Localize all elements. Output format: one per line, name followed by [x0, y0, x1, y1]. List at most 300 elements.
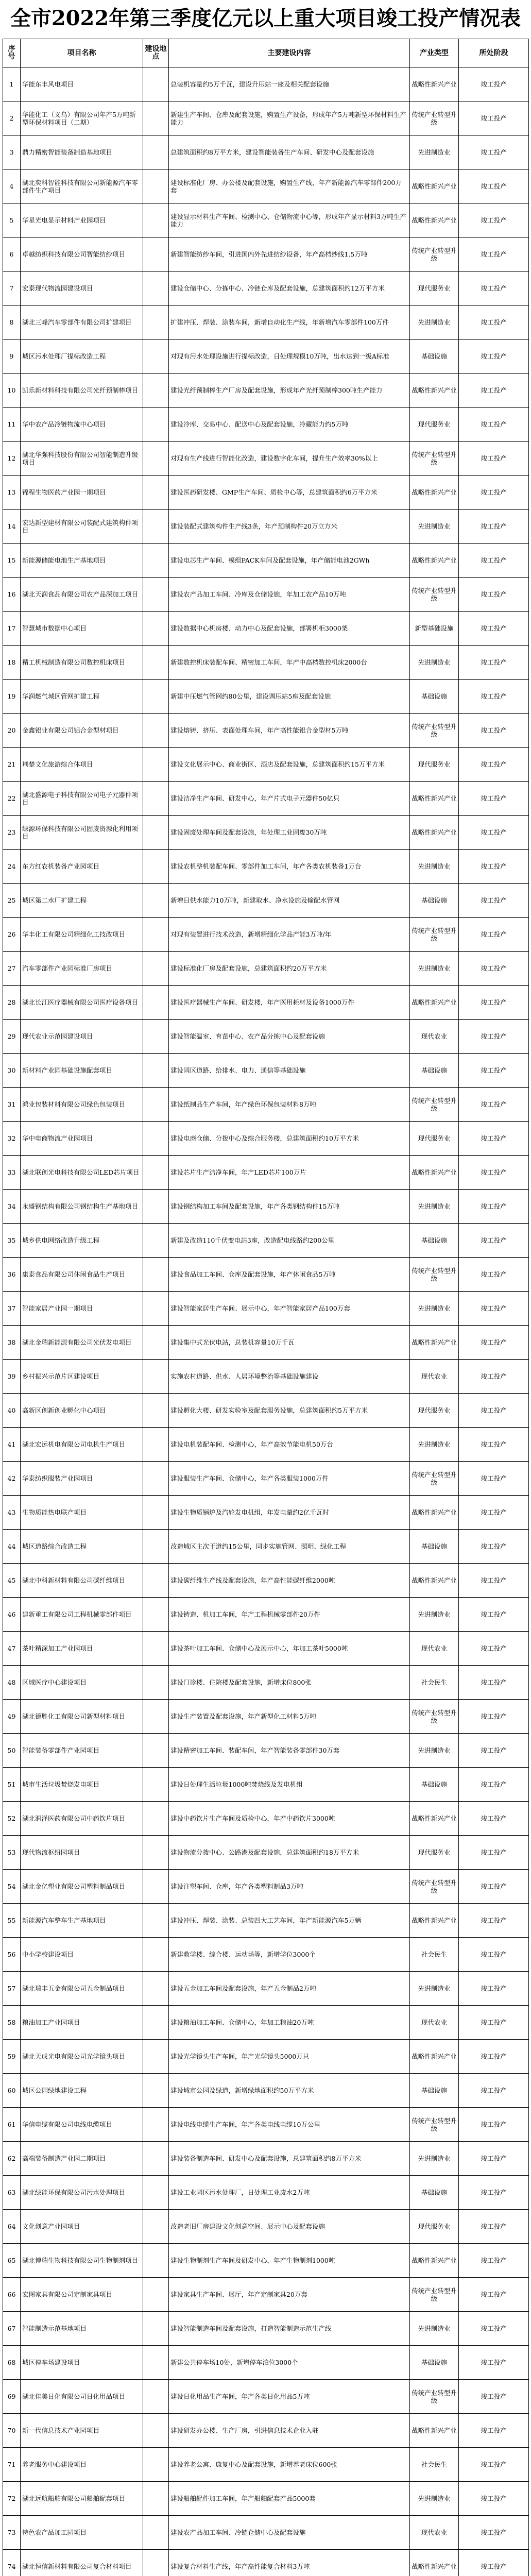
project-stage: 竣工投产	[459, 2176, 529, 2210]
table-row	[3, 1564, 529, 1598]
project-table	[3, 39, 529, 2576]
project-location	[143, 884, 169, 918]
project-stage: 竣工投产	[459, 850, 529, 884]
project-name: 汽车零部件产业园标准厂房项目	[21, 952, 143, 986]
project-content: 新增日供水能力10万吨，新建取水、净水设施及输配水管网	[169, 884, 410, 918]
project-location	[143, 646, 169, 680]
project-content: 建设家具生产车间、展厅，年产定制家具20万套	[169, 2278, 410, 2312]
project-content: 建设显示材料生产车间、检测中心、仓储物流中心等，形成年产显示材料3万吨生产能力	[169, 204, 410, 238]
project-name: 华泰纺织服装产业园项目	[21, 1462, 143, 1496]
table-row	[3, 1156, 529, 1190]
project-location	[143, 2448, 169, 2482]
project-name: 新材料产业园基础设施配套项目	[21, 1054, 143, 1088]
row-number: 45	[3, 1564, 21, 1598]
project-location	[143, 238, 169, 272]
project-location	[143, 510, 169, 544]
project-name: 现代农业示范园建设项目	[21, 1020, 143, 1054]
project-location	[143, 1530, 169, 1564]
project-location	[143, 1836, 169, 1870]
project-stage: 竣工投产	[459, 1938, 529, 1972]
project-stage: 竣工投产	[459, 1666, 529, 1700]
table-row	[3, 1530, 529, 1564]
project-name: 湖北绿能环保有限公司污水处理项目	[21, 2176, 143, 2210]
project-stage: 竣工投产	[459, 1292, 529, 1326]
row-number: 12	[3, 442, 21, 476]
industry-type: 传统产业转型升级	[410, 2380, 459, 2414]
project-content: 建设文化展示中心、商业街区、酒店及配套设施，总建筑面积约15万平方米	[169, 748, 410, 782]
project-content: 建设生物质锅炉及汽轮发电机组，年发电量约2亿千瓦时	[169, 1496, 410, 1530]
row-number: 9	[3, 340, 21, 374]
project-location	[143, 2346, 169, 2380]
row-number: 42	[3, 1462, 21, 1496]
project-name: 卓越纺织科技有限公司智能纺纱项目	[21, 238, 143, 272]
industry-type: 新型基础设施	[410, 612, 459, 646]
project-content: 对现有生产线进行智能化改造，建设数字化车间，提升生产效率30%以上	[169, 442, 410, 476]
industry-type: 战略性新兴产业	[410, 782, 459, 816]
project-content: 建设洁净生产车间、研发中心，年产片式电子元器件50亿只	[169, 782, 410, 816]
project-stage: 竣工投产	[459, 1598, 529, 1632]
project-location	[143, 1428, 169, 1462]
industry-type: 传统产业转型升级	[410, 101, 459, 135]
row-number: 4	[3, 170, 21, 204]
project-location	[143, 2142, 169, 2176]
project-stage: 竣工投产	[459, 986, 529, 1020]
industry-type: 先进制造业	[410, 2142, 459, 2176]
table-row	[3, 578, 529, 612]
project-location	[143, 544, 169, 578]
project-content: 改造城区主次干道约15公里，同步实施管网、照明、绿化工程	[169, 1530, 410, 1564]
project-name: 湖北博瑞生物科技有限公司生物制剂项目	[21, 2244, 143, 2278]
project-content: 建设复合材料生产线，年产高性能复合材料3万吨	[169, 2550, 410, 2576]
project-content: 建设装配式建筑构件生产线3条，年产预制构件20万立方米	[169, 510, 410, 544]
project-content: 建设电芯生产车间、模组PACK车间及配套设施，年产储能电池2GWh	[169, 544, 410, 578]
table-row	[3, 1020, 529, 1054]
industry-type: 现代农业	[410, 2006, 459, 2040]
industry-type: 传统产业转型升级	[410, 1088, 459, 1122]
project-name: 精工机械制造有限公司数控机床项目	[21, 646, 143, 680]
project-stage: 竣工投产	[459, 1802, 529, 1836]
project-stage: 竣工投产	[459, 2074, 529, 2108]
industry-type: 社会民生	[410, 1938, 459, 1972]
table-row	[3, 2074, 529, 2108]
industry-type: 战略性新兴产业	[410, 544, 459, 578]
industry-type: 先进制造业	[410, 1428, 459, 1462]
project-name: 湖北润泽医药有限公司中药饮片项目	[21, 1802, 143, 1836]
project-stage: 竣工投产	[459, 476, 529, 510]
industry-type: 现代服务业	[410, 408, 459, 442]
project-name: 湖北天成光电有限公司光学镜头项目	[21, 2040, 143, 2074]
project-stage: 竣工投产	[459, 1496, 529, 1530]
table-row	[3, 1190, 529, 1224]
project-location	[143, 1326, 169, 1360]
row-number: 39	[3, 1360, 21, 1394]
project-name: 湖北瑞丰五金有限公司五金制品项目	[21, 1972, 143, 2006]
project-stage: 竣工投产	[459, 170, 529, 204]
project-stage: 竣工投产	[459, 442, 529, 476]
row-number: 61	[3, 2108, 21, 2142]
project-location	[143, 306, 169, 340]
project-name: 湖北联创光电科技有限公司LED芯片项目	[21, 1156, 143, 1190]
table-row	[3, 680, 529, 714]
project-stage: 竣工投产	[459, 1972, 529, 2006]
industry-type: 先进制造业	[410, 1972, 459, 2006]
row-number: 18	[3, 646, 21, 680]
project-name: 现代物流枢纽园项目	[21, 1836, 143, 1870]
project-stage: 竣工投产	[459, 2516, 529, 2550]
row-number: 64	[3, 2210, 21, 2244]
industry-type: 传统产业转型升级	[410, 1258, 459, 1292]
project-content: 建设服装生产车间、仓储中心，年产各类服装1000万件	[169, 1462, 410, 1496]
project-name: 鼎力精密智能装备制造基地项目	[21, 135, 143, 170]
project-name: 绿源环保科技有限公司固废资源化利用项目	[21, 816, 143, 850]
table-row	[3, 1700, 529, 1734]
row-number: 6	[3, 238, 21, 272]
document-title: 全市2022年第三季度亿元以上重大项目竣工投产情况表	[10, 6, 521, 30]
project-content: 新建中压燃气管网约80公里，建设调压站5座及配套设施	[169, 680, 410, 714]
industry-type: 现代农业	[410, 1360, 459, 1394]
project-content: 建设中药饮片生产车间及质检中心，年产中药饮片3000吨	[169, 1802, 410, 1836]
row-number: 41	[3, 1428, 21, 1462]
project-content: 建设工业园区污水处理厂，日处理工业废水2万吨	[169, 2176, 410, 2210]
industry-type: 战略性新兴产业	[410, 1564, 459, 1598]
table-row	[3, 2346, 529, 2380]
table-row	[3, 1904, 529, 1938]
project-location	[143, 67, 169, 101]
table-row	[3, 101, 529, 135]
row-number: 51	[3, 1768, 21, 1802]
table-row	[3, 1632, 529, 1666]
row-number: 30	[3, 1054, 21, 1088]
table-row	[3, 1598, 529, 1632]
industry-type: 战略性新兴产业	[410, 1326, 459, 1360]
project-stage: 竣工投产	[459, 884, 529, 918]
project-content: 建设铸造、机加工车间，年产工程机械零部件20万件	[169, 1598, 410, 1632]
project-stage: 竣工投产	[459, 646, 529, 680]
industry-type: 先进制造业	[410, 850, 459, 884]
project-name: 湖北金亿塑业有限公司塑料制品项目	[21, 1870, 143, 1904]
project-location	[143, 986, 169, 1020]
industry-type: 战略性新兴产业	[410, 2550, 459, 2576]
project-content: 建设光学镜头生产车间，年产光学镜头5000万只	[169, 2040, 410, 2074]
industry-type: 传统产业转型升级	[410, 2278, 459, 2312]
project-name: 湖北华强科技股份有限公司智能制造升级项目	[21, 442, 143, 476]
table-row	[3, 2176, 529, 2210]
table-row	[3, 2142, 529, 2176]
row-number: 23	[3, 816, 21, 850]
industry-type: 基础设施	[410, 340, 459, 374]
project-content: 新建教学楼、综合楼、运动场等，新增学位3000个	[169, 1938, 410, 1972]
project-stage: 竣工投产	[459, 1734, 529, 1768]
row-number: 40	[3, 1394, 21, 1428]
row-number: 17	[3, 612, 21, 646]
project-location	[143, 2006, 169, 2040]
project-location	[143, 2380, 169, 2414]
project-name: 新一代信息技术产业园项目	[21, 2414, 143, 2448]
project-stage: 竣工投产	[459, 2482, 529, 2516]
row-number: 31	[3, 1088, 21, 1122]
table-row	[3, 135, 529, 170]
project-stage: 竣工投产	[459, 510, 529, 544]
industry-type: 传统产业转型升级	[410, 578, 459, 612]
industry-type: 先进制造业	[410, 1292, 459, 1326]
project-name: 城区公园绿地建设工程	[21, 2074, 143, 2108]
industry-type: 基础设施	[410, 1054, 459, 1088]
project-content: 改造老旧厂房建设文化创意空间、展示中心及配套设施	[169, 2210, 410, 2244]
table-row	[3, 1496, 529, 1530]
project-stage: 竣工投产	[459, 918, 529, 952]
project-stage: 竣工投产	[459, 135, 529, 170]
project-location	[143, 135, 169, 170]
project-content: 建设数据中心机房楼、动力中心及配套设施，部署机柜3000架	[169, 612, 410, 646]
row-number: 1	[3, 67, 21, 101]
table-row	[3, 2312, 529, 2346]
table-row	[3, 1972, 529, 2006]
industry-type: 战略性新兴产业	[410, 2244, 459, 2278]
project-location	[143, 2312, 169, 2346]
industry-type: 传统产业转型升级	[410, 1870, 459, 1904]
row-number: 27	[3, 952, 21, 986]
project-location	[143, 2108, 169, 2142]
table-row	[3, 476, 529, 510]
project-name: 湖北金瑞新能源有限公司光伏发电项目	[21, 1326, 143, 1360]
project-location	[143, 2210, 169, 2244]
project-name: 康泰食品有限公司休闲食品生产项目	[21, 1258, 143, 1292]
table-row	[3, 306, 529, 340]
table-row	[3, 272, 529, 306]
project-location	[143, 782, 169, 816]
project-content: 新建数控机床装配车间、精密加工车间，年产中高档数控机床2000台	[169, 646, 410, 680]
project-name: 华中农产品冷链物流中心项目	[21, 408, 143, 442]
row-number: 69	[3, 2380, 21, 2414]
project-stage: 竣工投产	[459, 1020, 529, 1054]
project-location	[143, 204, 169, 238]
industry-type: 传统产业转型升级	[410, 714, 459, 748]
row-number: 10	[3, 374, 21, 408]
project-name: 湖北德胜化工有限公司新型材料项目	[21, 1700, 143, 1734]
row-number: 2	[3, 101, 21, 135]
row-number: 5	[3, 204, 21, 238]
table-row	[3, 238, 529, 272]
row-number: 54	[3, 1870, 21, 1904]
project-stage: 竣工投产	[459, 1870, 529, 1904]
project-stage: 竣工投产	[459, 272, 529, 306]
industry-type: 基础设施	[410, 1530, 459, 1564]
project-content: 新建公共停车场10处，新增停车泊位3000个	[169, 2346, 410, 2380]
industry-type: 战略性新兴产业	[410, 1156, 459, 1190]
project-location	[143, 1190, 169, 1224]
table-row	[3, 544, 529, 578]
header-stage: 所处阶段	[459, 39, 529, 67]
project-stage: 竣工投产	[459, 2006, 529, 2040]
project-location	[143, 272, 169, 306]
table-row	[3, 408, 529, 442]
project-content: 建设医疗器械生产车间、研发楼，年产医用耗材及设备1000万件	[169, 986, 410, 1020]
row-number: 62	[3, 2142, 21, 2176]
project-stage: 竣工投产	[459, 374, 529, 408]
industry-type: 战略性新兴产业	[410, 2414, 459, 2448]
project-stage: 竣工投产	[459, 238, 529, 272]
project-name: 区域医疗中心建设项目	[21, 1666, 143, 1700]
project-name: 华润燃气城区管网扩建工程	[21, 680, 143, 714]
table-row	[3, 1462, 529, 1496]
project-stage: 竣工投产	[459, 2142, 529, 2176]
project-location	[143, 2550, 169, 2576]
project-stage: 竣工投产	[459, 1054, 529, 1088]
project-location	[143, 748, 169, 782]
project-location	[143, 1156, 169, 1190]
project-content: 建设生产装置及配套设施，年产新型化工材料5万吨	[169, 1700, 410, 1734]
project-content: 建设电线电缆生产车间，年产各类电线电缆10万公里	[169, 2108, 410, 2142]
project-content: 总装机容量约5万千瓦，建设升压站一座及相关配套设施	[169, 67, 410, 101]
project-name: 智慧城市数据中心项目	[21, 612, 143, 646]
project-stage: 竣工投产	[459, 2550, 529, 2576]
project-content: 建设物流分拨中心、公路港及配套设施，总建筑面积约18万平方米	[169, 1836, 410, 1870]
project-stage: 竣工投产	[459, 1564, 529, 1598]
table-row	[3, 170, 529, 204]
project-stage: 竣工投产	[459, 544, 529, 578]
project-content: 建设研发办公楼、生产厂房，引进信息技术企业入驻	[169, 2414, 410, 2448]
project-location	[143, 1088, 169, 1122]
industry-type: 现代农业	[410, 2516, 459, 2550]
project-stage: 竣工投产	[459, 1428, 529, 1462]
project-location	[143, 2278, 169, 2312]
project-name: 凯乐新材料科技有限公司光纤预制棒项目	[21, 374, 143, 408]
project-location	[143, 1020, 169, 1054]
industry-type: 先进制造业	[410, 1598, 459, 1632]
project-stage: 竣工投产	[459, 1258, 529, 1292]
table-row	[3, 1394, 529, 1428]
project-content: 建设茶叶加工车间、仓储中心及展示中心，年加工茶叶5000吨	[169, 1632, 410, 1666]
industry-type: 先进制造业	[410, 2482, 459, 2516]
project-content: 建设日处理生活垃圾1000吨焚烧线及发电机组	[169, 1768, 410, 1802]
industry-type: 先进制造业	[410, 510, 459, 544]
table-row	[3, 2108, 529, 2142]
project-location	[143, 2040, 169, 2074]
project-name: 湖北长江医疗器械有限公司医疗设备项目	[21, 986, 143, 1020]
project-name: 东方红农机装备产业园项目	[21, 850, 143, 884]
row-number: 19	[3, 680, 21, 714]
row-number: 44	[3, 1530, 21, 1564]
project-stage: 竣工投产	[459, 816, 529, 850]
project-stage: 竣工投产	[459, 1156, 529, 1190]
project-name: 华星光电显示材料产业园项目	[21, 204, 143, 238]
industry-type: 现代服务业	[410, 2210, 459, 2244]
industry-type: 战略性新兴产业	[410, 374, 459, 408]
project-name: 湖北佳美日化有限公司日化用品项目	[21, 2380, 143, 2414]
project-content: 总建筑面积约8万平方米，建设智能装备生产车间、研发中心及配套设施	[169, 135, 410, 170]
row-number: 24	[3, 850, 21, 884]
table-row	[3, 2414, 529, 2448]
table-row	[3, 1088, 529, 1122]
project-name: 湖北远航船舶有限公司船舶配套项目	[21, 2482, 143, 2516]
table-row	[3, 1292, 529, 1326]
row-number: 8	[3, 306, 21, 340]
project-name: 宏图家具有限公司定制家具项目	[21, 2278, 143, 2312]
project-content: 建设熔铸、挤压、表面处理车间，年产高性能铝合金型材5万吨	[169, 714, 410, 748]
row-number: 22	[3, 782, 21, 816]
project-location	[143, 612, 169, 646]
industry-type: 基础设施	[410, 1768, 459, 1802]
table-body	[3, 67, 529, 2576]
table-row	[3, 2550, 529, 2576]
row-number: 43	[3, 1496, 21, 1530]
row-number: 34	[3, 1190, 21, 1224]
row-number: 58	[3, 2006, 21, 2040]
row-number: 55	[3, 1904, 21, 1938]
industry-type: 基础设施	[410, 1224, 459, 1258]
industry-type: 战略性新兴产业	[410, 67, 459, 101]
table-row	[3, 1802, 529, 1836]
project-name: 宏达新型建材有限公司装配式建筑构件项目	[21, 510, 143, 544]
industry-type: 战略性新兴产业	[410, 1904, 459, 1938]
industry-type: 基础设施	[410, 2346, 459, 2380]
table-row	[3, 986, 529, 1020]
project-content: 建设标准化厂房、办公楼及配套设施，购置生产线，年产新能源汽车零部件200万套	[169, 170, 410, 204]
header-type: 产业类型	[410, 39, 459, 67]
project-stage: 竣工投产	[459, 1360, 529, 1394]
project-location	[143, 170, 169, 204]
project-stage: 竣工投产	[459, 67, 529, 101]
project-name: 华中电商物流产业园项目	[21, 1122, 143, 1156]
table-row	[3, 884, 529, 918]
project-name: 华能化工（义乌）有限公司年产5万吨新型环保材料项目（二期）	[21, 101, 143, 135]
project-content: 建设智能制造车间及配套设施，打造智能制造示范生产线	[169, 2312, 410, 2346]
project-location	[143, 1360, 169, 1394]
project-content: 建设船舶配件加工车间，年产船舶配套产品5000套	[169, 2482, 410, 2516]
table-row	[3, 850, 529, 884]
row-number: 70	[3, 2414, 21, 2448]
industry-type: 先进制造业	[410, 2312, 459, 2346]
industry-type: 战略性新兴产业	[410, 204, 459, 238]
industry-type: 基础设施	[410, 884, 459, 918]
row-number: 74	[3, 2550, 21, 2576]
industry-type: 现代服务业	[410, 1122, 459, 1156]
project-name: 荆楚文化旅游综合体项目	[21, 748, 143, 782]
project-stage: 竣工投产	[459, 2108, 529, 2142]
table-row	[3, 1734, 529, 1768]
project-stage: 竣工投产	[459, 2312, 529, 2346]
row-number: 46	[3, 1598, 21, 1632]
project-name: 鸿业包装材料有限公司绿色包装项目	[21, 1088, 143, 1122]
industry-type: 先进制造业	[410, 135, 459, 170]
table-row	[3, 782, 529, 816]
project-name: 粮油加工产业园项目	[21, 2006, 143, 2040]
project-content: 建设集中式光伏电站，总装机容量10万千瓦	[169, 1326, 410, 1360]
row-number: 32	[3, 1122, 21, 1156]
project-name: 华信电缆有限公司电线电缆项目	[21, 2108, 143, 2142]
project-name: 湖北中科新材料有限公司碳纤维项目	[21, 1564, 143, 1598]
project-stage: 竣工投产	[459, 101, 529, 135]
project-content: 建设门诊楼、住院楼及配套设施，新增床位800张	[169, 1666, 410, 1700]
project-stage: 竣工投产	[459, 2278, 529, 2312]
project-name: 华能东丰风电项目	[21, 67, 143, 101]
table-row	[3, 510, 529, 544]
project-content: 建设精密加工车间、装配车间，年产智能装备零部件30万套	[169, 1734, 410, 1768]
project-stage: 竣工投产	[459, 2346, 529, 2380]
project-content: 建设仓储中心、分拣中心、冷链仓库及配套设施，总建筑面积约12万平方米	[169, 272, 410, 306]
row-number: 13	[3, 476, 21, 510]
project-location	[143, 1122, 169, 1156]
industry-type: 现代农业	[410, 1632, 459, 1666]
project-location	[143, 1972, 169, 2006]
project-location	[143, 1768, 169, 1802]
table-row	[3, 2516, 529, 2550]
project-name: 湖北恒信新材料有限公司复合材料项目	[21, 2550, 143, 2576]
table-row	[3, 1428, 529, 1462]
project-location	[143, 1700, 169, 1734]
project-name: 湖北奕科智能科技有限公司新能源汽车零部件生产项目	[21, 170, 143, 204]
project-location	[143, 2074, 169, 2108]
